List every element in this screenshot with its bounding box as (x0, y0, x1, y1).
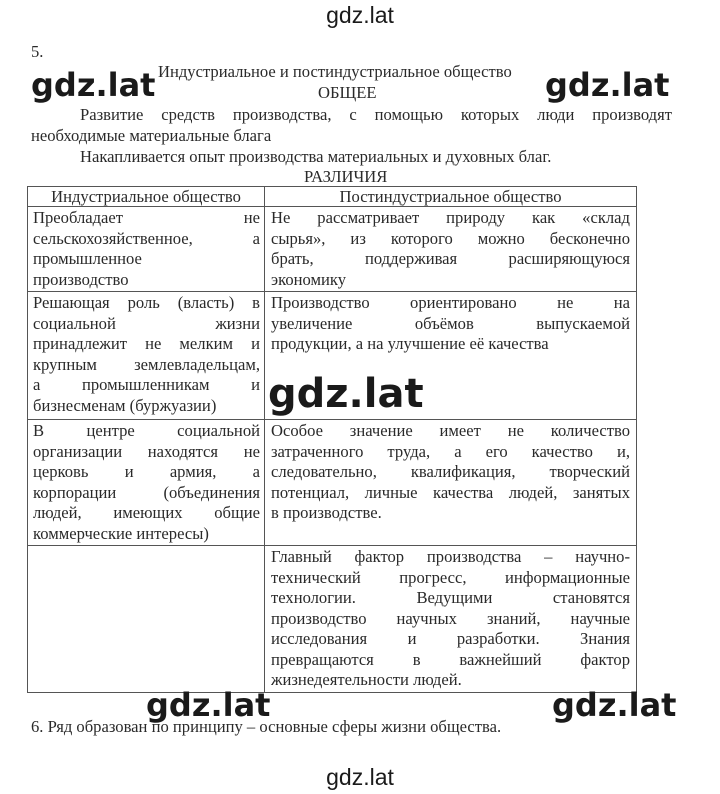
common-paragraph-2: Накапливается опыт производства материальных и духовных благ. (80, 147, 552, 166)
watermark-left-bottom: gdz.lat (146, 686, 271, 724)
table-cell-r3-left: В центре социальной организации находятся не церковь и армия, а корпорации (объединения людей, имеющих общие коммерческие интересы) (33, 421, 260, 543)
task6-text: 6. Ряд образован по принципу – основные сферы жизни общества. (31, 717, 502, 736)
table-cell-r3-right: Особое значение имеет не количество затраченного труда, а его качество и, следовательно, квалификация, творческий потенциал, личные качества людей, занятых в производстве. (271, 421, 630, 522)
watermark-right-top: gdz.lat (545, 66, 670, 104)
table-column-divider (264, 186, 265, 693)
table-row-divider-3 (27, 545, 637, 546)
table-row-divider-2 (27, 419, 637, 420)
table-cell-r2-left: Решающая роль (власть) в социальной жизни принадлежит не мелким и крупным землевладельцам, а промышленникам и бизнесменам (буржуазии) (33, 293, 260, 415)
watermark-center: gdz.lat (268, 371, 424, 417)
watermark-left-top: gdz.lat (31, 66, 156, 104)
watermark-top: gdz.lat (326, 2, 394, 28)
table-header-industrial: Индустриальное общество (51, 187, 241, 206)
watermark-bottom: gdz.lat (326, 764, 394, 790)
table-cell-r2-right: Производство ориентировано не на увеличение объёмов выпускаемой продукции, а на улучшение её качества (271, 293, 630, 353)
table-row-divider-1 (27, 291, 637, 292)
common-paragraph-line2: необходимые материальные блага (31, 126, 272, 145)
table-header-postindustrial: Постиндустриальное общество (339, 187, 562, 206)
page-title: Индустриальное и постиндустриальное общество (158, 62, 512, 81)
table-cell-r1-right: Не рассматривает природу как «склад сырья», из которого можно бесконечно брать, поддерживая расширяющуюся экономику (271, 208, 630, 289)
common-paragraph-line1: Развитие средств производства, с помощью которых люди производят (80, 105, 672, 124)
table-cell-r1-left: Преобладает не сельскохозяйственное, а промышленное производство (33, 208, 260, 289)
table-cell-r4-right: Главный фактор производства – научно- технический прогресс, информационные технологии. Ведущими становятся производство научных знаний, научные исследования и разработки. Знания превращаются в важнейший фактор жизнедеятельности людей. (271, 547, 630, 689)
watermark-right-bottom: gdz.lat (552, 686, 677, 724)
task-number: 5. (31, 42, 44, 61)
differences-heading: РАЗЛИЧИЯ (304, 167, 388, 186)
common-heading: ОБЩЕЕ (318, 83, 377, 102)
